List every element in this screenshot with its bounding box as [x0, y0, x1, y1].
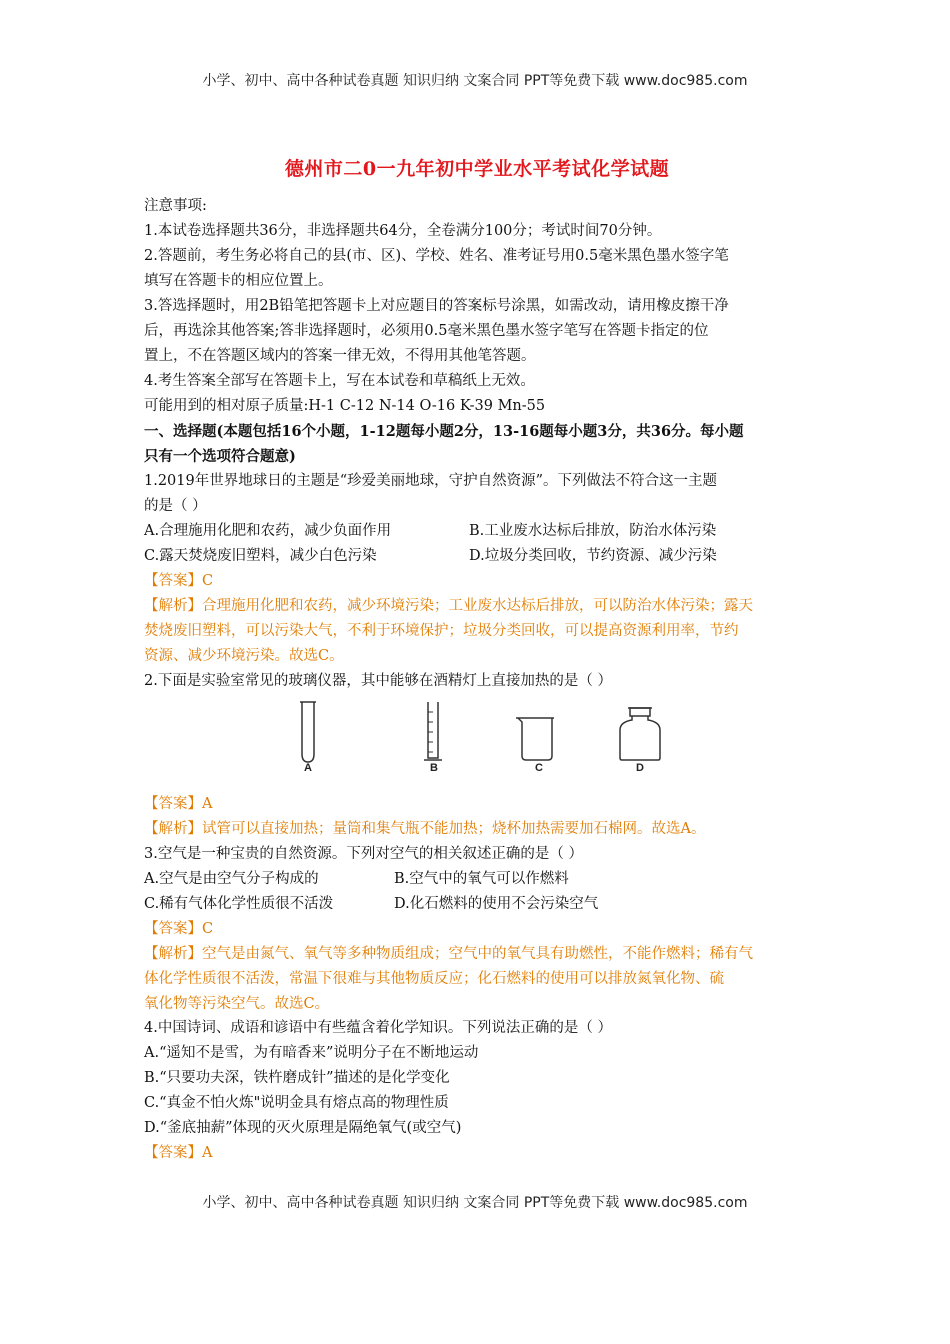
q1-option-c: C.露天焚烧废旧塑料，减少白色污染 [144, 548, 377, 564]
q1-option-a: A.合理施用化肥和农药，减少负面作用 [144, 523, 392, 539]
page-footer: 小学、初中、高中各种试卷真题 知识归纳 文案合同 PPT等免费下载 www.doc985.com [202, 1195, 748, 1211]
section-heading-2: 只有一个选项符合题意) [144, 448, 296, 465]
q1-options-row-2 [144, 544, 810, 569]
q3-explanation-2: 体化学性质很不活泼，常温下很难与其他物质反应；化石燃料的使用可以排放氮氧化物、硫 [144, 971, 724, 987]
q2-stem: 2.下面是实验室常见的玻璃仪器，其中能够在酒精灯上直接加热的是（ ） [144, 673, 612, 689]
figure-label-a: A [304, 762, 312, 774]
q1-option-b: B.工业废水达标后排放，防治水体污染 [469, 523, 717, 539]
notice-line-1: 1.本试卷选择题共36分，非选择题共64分，全卷满分100分；考试时间70分钟。 [144, 223, 662, 239]
q4-option-c: C.“真金不怕火炼"说明金具有熔点高的物理性质 [144, 1095, 449, 1111]
q1-option-d: D.垃圾分类回收，节约资源、减少污染 [469, 548, 717, 564]
q2-answer: 【答案】A [144, 796, 213, 812]
q4-option-a: A.“遥知不是雪，为有暗香来”说明分子在不断地运动 [144, 1045, 479, 1061]
glassware-figure [292, 700, 672, 785]
graduated-cylinder-icon [424, 702, 442, 760]
q3-option-d: D.化石燃料的使用不会污染空气 [394, 896, 599, 912]
figure-label-d: D [636, 762, 644, 774]
q3-option-a: A.空气是由空气分子构成的 [144, 871, 319, 887]
notice-line-2a: 2.答题前，考生务必将自己的县(市、区)、学校、姓名、准考证号用0.5毫米黑色墨水签字笔 [144, 248, 729, 264]
q4-stem: 4.中国诗词、成语和谚语中有些蕴含着化学知识。下列说法正确的是（ ） [144, 1020, 612, 1036]
page-header: 小学、初中、高中各种试卷真题 知识归纳 文案合同 PPT等免费下载 www.doc985.com [202, 73, 748, 89]
q1-explanation-1: 【解析】合理施用化肥和农药，减少环境污染；工业废水达标后排放，可以防治水体污染；露天 [144, 598, 753, 614]
q3-explanation-1: 【解析】空气是由氮气、氧气等多种物质组成；空气中的氧气具有助燃性，不能作燃料；稀有气 [144, 946, 753, 962]
q3-options-row-1 [144, 867, 810, 892]
atomic-masses: 可能用到的相对原子质量:H-1 C-12 N-14 O-16 K-39 Mn-55 [144, 398, 546, 414]
q1-explanation-3: 资源、减少环境污染。故选C。 [144, 648, 344, 664]
notice-line-3c: 置上，不在答题区域内的答案一律无效，不得用其他笔答题。 [144, 348, 536, 364]
notice-line-3a: 3.答选择题时，用2B铅笔把答题卡上对应题目的答案标号涂黑，如需改动，请用橡皮擦干净 [144, 298, 729, 314]
q3-options-row-2 [144, 892, 810, 917]
q4-answer: 【答案】A [144, 1145, 213, 1161]
notice-line-4: 4.考生答案全部写在答题卡上，写在本试卷和草稿纸上无效。 [144, 373, 535, 389]
figure-label-b: B [430, 762, 438, 774]
beaker-icon [516, 718, 554, 760]
q3-explanation-3: 氧化物等污染空气。故选C。 [144, 996, 330, 1012]
notice-line-2b: 填写在答题卡的相应位置上。 [144, 273, 333, 289]
q4-option-d: D.“釜底抽薪”体现的灭火原理是隔绝氧气(或空气) [144, 1120, 462, 1136]
q3-answer: 【答案】C [144, 921, 214, 937]
section-heading-1: 一、选择题(本题包括16个小题，1-12题每小题2分，13-16题每小题3分，共36分。每小题 [144, 423, 744, 440]
exam-title: 德州市二0一九年初中学业水平考试化学试题 [284, 158, 670, 180]
q1-stem-1: 1.2019年世界地球日的主题是“珍爱美丽地球，守护自然资源”。下列做法不符合这一主题 [144, 473, 718, 489]
q4-option-b: B.“只要功夫深，铁杵磨成针”描述的是化学变化 [144, 1070, 450, 1086]
q3-stem: 3.空气是一种宝贵的自然资源。下列对空气的相关叙述正确的是（ ） [144, 846, 583, 862]
notice-heading: 注意事项: [144, 198, 207, 214]
notice-line-3b: 后，再选涂其他答案;答非选择题时，必须用0.5毫米黑色墨水签字笔写在答题卡指定的位 [144, 323, 709, 339]
q1-stem-2: 的是（ ） [144, 498, 207, 514]
gas-bottle-icon [620, 708, 660, 760]
q1-answer: 【答案】C [144, 573, 214, 589]
q3-option-b: B.空气中的氧气可以作燃料 [394, 871, 569, 887]
q1-options-row-1 [144, 519, 810, 544]
q3-option-c: C.稀有气体化学性质很不活泼 [144, 896, 334, 912]
q1-explanation-2: 焚烧废旧塑料，可以污染大气，不利于环境保护；垃圾分类回收，可以提高资源利用率，节约 [144, 623, 739, 639]
figure-label-c: C [535, 762, 543, 774]
q2-explanation: 【解析】试管可以直接加热；量筒和集气瓶不能加热；烧杯加热需要加石棉网。故选A。 [144, 821, 706, 837]
test-tube-icon [300, 702, 316, 762]
